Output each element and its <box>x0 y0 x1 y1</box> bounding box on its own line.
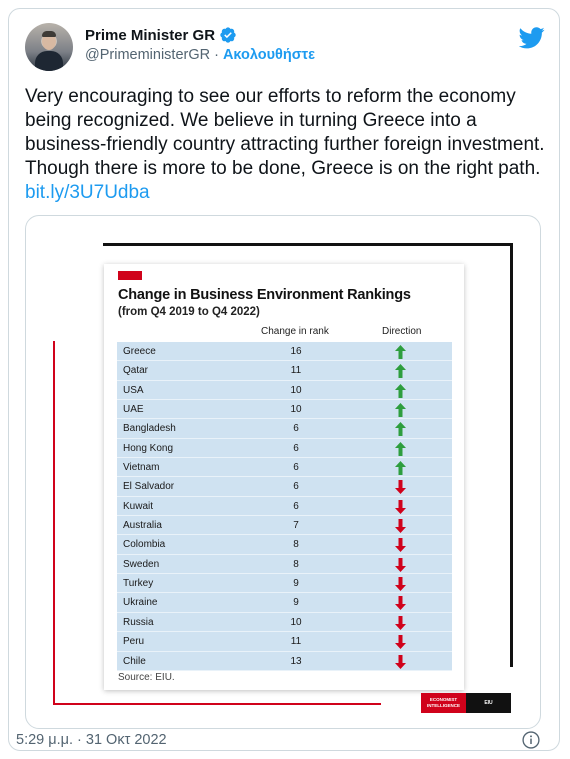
row-change-value: 6 <box>293 442 299 454</box>
row-country: Turkey <box>123 578 154 590</box>
chart-subtitle: (from Q4 2019 to Q4 2022) <box>118 306 260 318</box>
arrow-up-icon <box>395 442 406 456</box>
red-flag-mark <box>118 271 142 280</box>
column-header-direction: Direction <box>382 326 422 337</box>
arrow-up-icon <box>395 403 406 417</box>
table-row <box>117 555 452 574</box>
row-change-value: 11 <box>290 365 302 377</box>
twitter-bird-icon[interactable] <box>519 27 545 49</box>
arrow-up-icon <box>395 384 406 398</box>
table-row <box>117 361 452 380</box>
verified-badge-icon <box>219 26 237 44</box>
table-row <box>117 342 452 361</box>
table-row <box>117 535 452 554</box>
table-row <box>117 439 452 458</box>
eiu-logo <box>421 693 511 713</box>
arrow-down-icon <box>395 538 406 552</box>
avatar-suit <box>35 51 63 71</box>
tweet-image[interactable] <box>25 215 541 729</box>
row-change-value: 6 <box>293 500 299 512</box>
row-country: Russia <box>123 616 154 628</box>
arrow-down-icon <box>395 500 406 514</box>
row-change-value: 9 <box>293 578 299 590</box>
table-row <box>117 613 452 632</box>
tweet-card <box>8 8 560 751</box>
row-country: Peru <box>123 636 145 648</box>
frame-red-left <box>53 341 55 705</box>
table-row <box>117 632 452 651</box>
rankings-table-panel <box>104 264 464 690</box>
table-row <box>117 574 452 593</box>
table-row <box>117 477 452 496</box>
table-row <box>117 458 452 477</box>
row-change-value: 6 <box>293 481 299 493</box>
frame-black-right <box>510 243 513 667</box>
row-change-value: 6 <box>293 423 299 435</box>
chart-title: Change in Business Environment Rankings <box>118 287 411 303</box>
arrow-down-icon <box>395 616 406 630</box>
row-country: Hong Kong <box>123 442 174 454</box>
eiu-logo-left: ECONOMIST INTELLIGENCE <box>421 693 466 713</box>
table-row <box>117 400 452 419</box>
handle[interactable]: @PrimeministerGR <box>85 47 211 63</box>
row-country: Bangladesh <box>123 423 176 435</box>
tweet-link[interactable]: bit.ly/3U7Udba <box>25 182 150 203</box>
separator-dot: · <box>214 47 219 63</box>
handle-row <box>85 47 315 63</box>
arrow-down-icon <box>395 655 406 669</box>
frame-black-top <box>103 243 513 246</box>
arrow-up-icon <box>395 461 406 475</box>
follow-button[interactable]: Ακολουθήστε <box>222 47 316 63</box>
row-country: Australia <box>123 520 162 532</box>
row-country: Sweden <box>123 558 160 570</box>
row-change-value: 16 <box>290 346 302 357</box>
arrow-down-icon <box>395 558 406 572</box>
row-country: El Salvador <box>123 481 175 493</box>
table-rows <box>117 342 452 671</box>
row-country: Greece <box>123 346 156 357</box>
arrow-up-icon <box>395 364 406 378</box>
arrow-down-icon <box>395 519 406 533</box>
row-country: Qatar <box>123 365 149 377</box>
tweet-footer <box>16 730 541 750</box>
row-change-value: 6 <box>293 462 299 474</box>
row-country: Vietnam <box>123 462 160 474</box>
frame-red-bottom <box>53 703 381 705</box>
row-change-value: 11 <box>290 636 302 648</box>
info-icon[interactable] <box>521 730 541 750</box>
arrow-down-icon <box>395 635 406 649</box>
tweet-body: Very encouraging to see our efforts to reform the economy being recognized. We believe in turning Greece into a business-friendly country attracting further foreign investment. Though there is more to be done, Greece is on the right path. <box>25 86 545 179</box>
table-row <box>117 497 452 516</box>
arrow-up-icon <box>395 345 406 359</box>
name-row <box>85 26 237 44</box>
timestamp[interactable]: 5:29 μ.μ. · 31 Οκτ 2022 <box>16 732 167 748</box>
row-change-value: 10 <box>290 404 302 416</box>
row-change-value: 7 <box>293 520 299 532</box>
table-row <box>117 381 452 400</box>
display-name[interactable]: Prime Minister GR <box>85 26 216 44</box>
eiu-logo-right: EIU <box>466 693 511 713</box>
avatar[interactable] <box>25 23 73 71</box>
table-row <box>117 652 452 671</box>
row-country: Chile <box>123 655 146 667</box>
column-header-change: Change in rank <box>261 326 329 337</box>
table-row <box>117 516 452 535</box>
arrow-up-icon <box>395 422 406 436</box>
arrow-down-icon <box>395 577 406 591</box>
row-change-value: 10 <box>290 616 302 628</box>
row-change-value: 10 <box>290 384 302 396</box>
row-country: Kuwait <box>123 500 154 512</box>
tweet-header <box>25 23 545 71</box>
row-change-value: 8 <box>293 558 299 570</box>
row-country: Ukraine <box>123 597 158 609</box>
chart-source: Source: EIU. <box>118 672 175 683</box>
table-row <box>117 419 452 438</box>
row-country: UAE <box>123 404 144 416</box>
row-country: USA <box>123 384 144 396</box>
tweet-text <box>25 85 545 205</box>
table-row <box>117 593 452 612</box>
row-change-value: 13 <box>290 655 302 667</box>
row-change-value: 8 <box>293 539 299 551</box>
arrow-down-icon <box>395 596 406 610</box>
avatar-hair <box>42 31 56 37</box>
arrow-down-icon <box>395 480 406 494</box>
row-change-value: 9 <box>293 597 299 609</box>
row-country: Colombia <box>123 539 166 551</box>
